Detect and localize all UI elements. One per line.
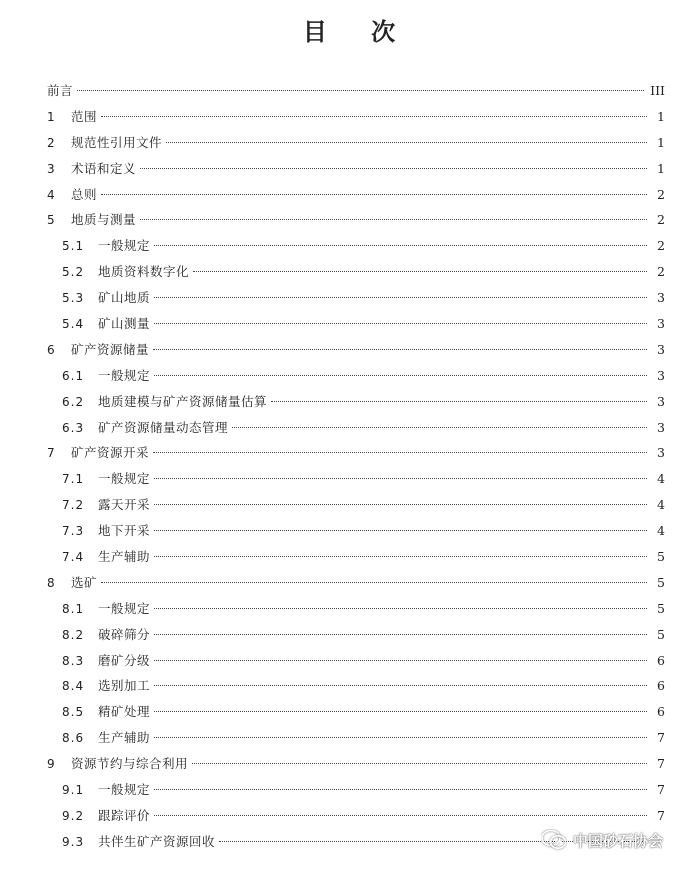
toc-entry-label: 地下开采	[98, 523, 151, 539]
toc-entry-page: 2	[657, 186, 665, 202]
toc-entry[interactable]	[47, 337, 665, 363]
toc-entry-number: 7.3	[62, 524, 85, 539]
dot-leader	[154, 477, 647, 479]
toc-entry-number: 6.1	[62, 368, 85, 383]
watermark-text: 中国砂石协会	[573, 831, 664, 850]
toc-entry-page: 4	[657, 471, 665, 487]
toc-entry-number: 7.2	[62, 498, 85, 513]
dot-leader	[77, 89, 644, 91]
toc-entry[interactable]	[47, 104, 665, 130]
toc-entry-page: 5	[657, 600, 665, 616]
toc-entry[interactable]	[47, 803, 665, 829]
dot-leader	[154, 788, 647, 790]
toc-entry-number: 1	[47, 109, 56, 124]
toc-entry-label: 生产辅助	[98, 730, 151, 746]
toc-entry-label: 矿产资源储量	[71, 341, 150, 357]
toc-entry-page: 7	[657, 782, 665, 798]
toc-entry-page: 1	[657, 108, 665, 124]
toc-entry-page: III	[650, 83, 665, 98]
toc-entry-number: 8.2	[62, 627, 85, 642]
toc-entry-label: 跟踪评价	[98, 807, 151, 823]
toc-entry-page: 1	[657, 160, 665, 176]
dot-leader	[154, 659, 647, 661]
toc-entry-number: 6.2	[62, 394, 85, 409]
toc-entry[interactable]	[47, 130, 665, 156]
toc-entry[interactable]	[47, 233, 665, 259]
toc-entry[interactable]	[47, 182, 665, 208]
toc-entry[interactable]	[47, 78, 665, 104]
toc-entry-label: 总则	[71, 186, 98, 202]
toc-entry[interactable]	[47, 570, 665, 596]
toc-entry-label: 矿产资源开采	[71, 445, 150, 461]
dot-leader	[154, 296, 647, 298]
toc-entry[interactable]	[47, 622, 665, 648]
toc-entry[interactable]	[47, 596, 665, 622]
toc-entry-page: 3	[657, 290, 665, 306]
dot-leader	[154, 244, 647, 246]
toc-entry-label: 地质与测量	[71, 212, 137, 228]
toc-entry[interactable]	[47, 311, 665, 337]
toc-entry-page: 5	[657, 626, 665, 642]
toc-entry-number: 5.4	[62, 317, 85, 332]
toc-entry-page: 3	[657, 316, 665, 332]
toc-entry-number: 8.1	[62, 601, 85, 616]
toc-entry-page: 5	[657, 574, 665, 590]
toc-entry-page: 3	[657, 341, 665, 357]
toc-entry-label: 矿产资源储量动态管理	[98, 419, 229, 435]
toc-entry[interactable]	[47, 207, 665, 233]
dot-leader	[154, 555, 647, 557]
toc-entry-number: 6	[47, 342, 56, 357]
toc-entry-page: 3	[657, 445, 665, 461]
toc-entry[interactable]	[47, 492, 665, 518]
toc-entry-number: 7.1	[62, 472, 85, 487]
toc-entry-number: 8.6	[62, 731, 85, 746]
toc-entry-label: 一般规定	[98, 471, 151, 487]
dot-leader	[153, 451, 647, 453]
wechat-icon	[541, 829, 567, 851]
toc-entry-label: 范围	[71, 108, 98, 124]
dot-leader	[193, 270, 647, 272]
toc-entry-number: 8.5	[62, 705, 85, 720]
toc-entry-label: 选别加工	[98, 678, 151, 694]
toc-entry-label: 术语和定义	[71, 160, 137, 176]
toc-entry[interactable]	[47, 648, 665, 674]
toc-entry-page: 6	[657, 678, 665, 694]
toc-entry-number: 8	[47, 575, 56, 590]
toc-entry-page: 5	[657, 549, 665, 565]
toc-entry-number: 8.3	[62, 653, 85, 668]
dot-leader	[101, 193, 647, 195]
toc-entry-page: 2	[657, 264, 665, 280]
dot-leader	[232, 426, 647, 428]
dot-leader	[154, 322, 647, 324]
toc-entry-label: 一般规定	[98, 782, 151, 798]
toc-entry[interactable]	[47, 363, 665, 389]
dot-leader	[140, 218, 647, 220]
dot-leader	[154, 374, 647, 376]
dot-leader	[154, 529, 647, 531]
toc-entry[interactable]	[47, 673, 665, 699]
toc-entry[interactable]	[47, 518, 665, 544]
table-of-contents	[47, 78, 665, 855]
dot-leader	[192, 762, 647, 764]
toc-entry-page: 6	[657, 704, 665, 720]
toc-entry-label: 矿山测量	[98, 316, 151, 332]
toc-entry-label: 规范性引用文件	[71, 134, 163, 150]
toc-entry-label: 露天开采	[98, 497, 151, 513]
toc-entry[interactable]	[47, 415, 665, 441]
toc-entry[interactable]	[47, 466, 665, 492]
toc-entry-label: 一般规定	[98, 367, 151, 383]
toc-entry-page: 6	[657, 652, 665, 668]
dot-leader	[154, 684, 647, 686]
toc-entry[interactable]	[47, 259, 665, 285]
toc-entry[interactable]	[47, 699, 665, 725]
toc-entry-page: 2	[657, 212, 665, 228]
toc-entry-page: 2	[657, 238, 665, 254]
dot-leader	[153, 348, 647, 350]
toc-entry-page: 7	[657, 756, 665, 772]
toc-entry-number: 2	[47, 135, 56, 150]
toc-entry-label: 生产辅助	[98, 549, 151, 565]
dot-leader	[154, 814, 647, 816]
toc-entry-number: 9.3	[62, 834, 85, 849]
toc-entry-page: 1	[657, 134, 665, 150]
toc-entry-label: 地质资料数字化	[98, 264, 190, 280]
dot-leader	[166, 141, 647, 143]
toc-entry-page: 3	[657, 367, 665, 383]
toc-entry[interactable]	[47, 156, 665, 182]
toc-entry[interactable]	[47, 544, 665, 570]
dot-leader	[154, 736, 647, 738]
toc-entry[interactable]	[47, 751, 665, 777]
toc-entry-label: 共伴生矿产资源回收	[98, 833, 216, 849]
toc-entry-number: 5	[47, 213, 56, 228]
toc-entry[interactable]	[47, 440, 665, 466]
toc-entry-page: 7	[657, 730, 665, 746]
toc-entry-label: 选矿	[71, 574, 98, 590]
toc-entry-number: 7.4	[62, 550, 85, 565]
toc-entry-label: 矿山地质	[98, 290, 151, 306]
toc-entry-number: 8.4	[62, 679, 85, 694]
toc-entry[interactable]	[47, 285, 665, 311]
toc-entry-number: 9	[47, 757, 56, 772]
toc-entry-number: 3	[47, 161, 56, 176]
toc-entry-page: 4	[657, 523, 665, 539]
page-title: 目 次	[302, 18, 414, 46]
toc-entry-label: 一般规定	[98, 238, 151, 254]
toc-entry-number: 6.3	[62, 420, 85, 435]
toc-entry[interactable]	[47, 389, 665, 415]
toc-entry-number: 5.2	[62, 265, 85, 280]
dot-leader	[101, 581, 647, 583]
toc-entry-number: 7	[47, 446, 56, 461]
toc-entry-label: 一般规定	[98, 600, 151, 616]
dot-leader	[271, 400, 647, 402]
dot-leader	[140, 167, 647, 169]
dot-leader	[154, 710, 647, 712]
toc-entry-page: 7	[657, 807, 665, 823]
toc-entry-number: 5.3	[62, 291, 85, 306]
dot-leader	[154, 607, 647, 609]
toc-entry-label: 前言	[47, 83, 74, 98]
toc-entry-label: 资源节约与综合利用	[71, 756, 189, 772]
dot-leader	[154, 633, 647, 635]
toc-entry[interactable]	[47, 725, 665, 751]
toc-entry-label: 精矿处理	[98, 704, 151, 720]
toc-entry-number: 4	[47, 187, 56, 202]
watermark	[541, 829, 663, 851]
toc-entry-label: 破碎筛分	[98, 626, 151, 642]
dot-leader	[101, 115, 647, 117]
dot-leader	[154, 503, 647, 505]
toc-entry-page: 3	[657, 393, 665, 409]
toc-entry-label: 磨矿分级	[98, 652, 151, 668]
toc-entry-number: 9.2	[62, 808, 85, 823]
toc-entry-number: 9.1	[62, 783, 85, 798]
toc-entry-number: 5.1	[62, 239, 85, 254]
toc-entry-label: 地质建模与矿产资源储量估算	[98, 393, 268, 409]
toc-entry-page: 4	[657, 497, 665, 513]
toc-entry-page: 3	[657, 419, 665, 435]
toc-entry[interactable]	[47, 777, 665, 803]
